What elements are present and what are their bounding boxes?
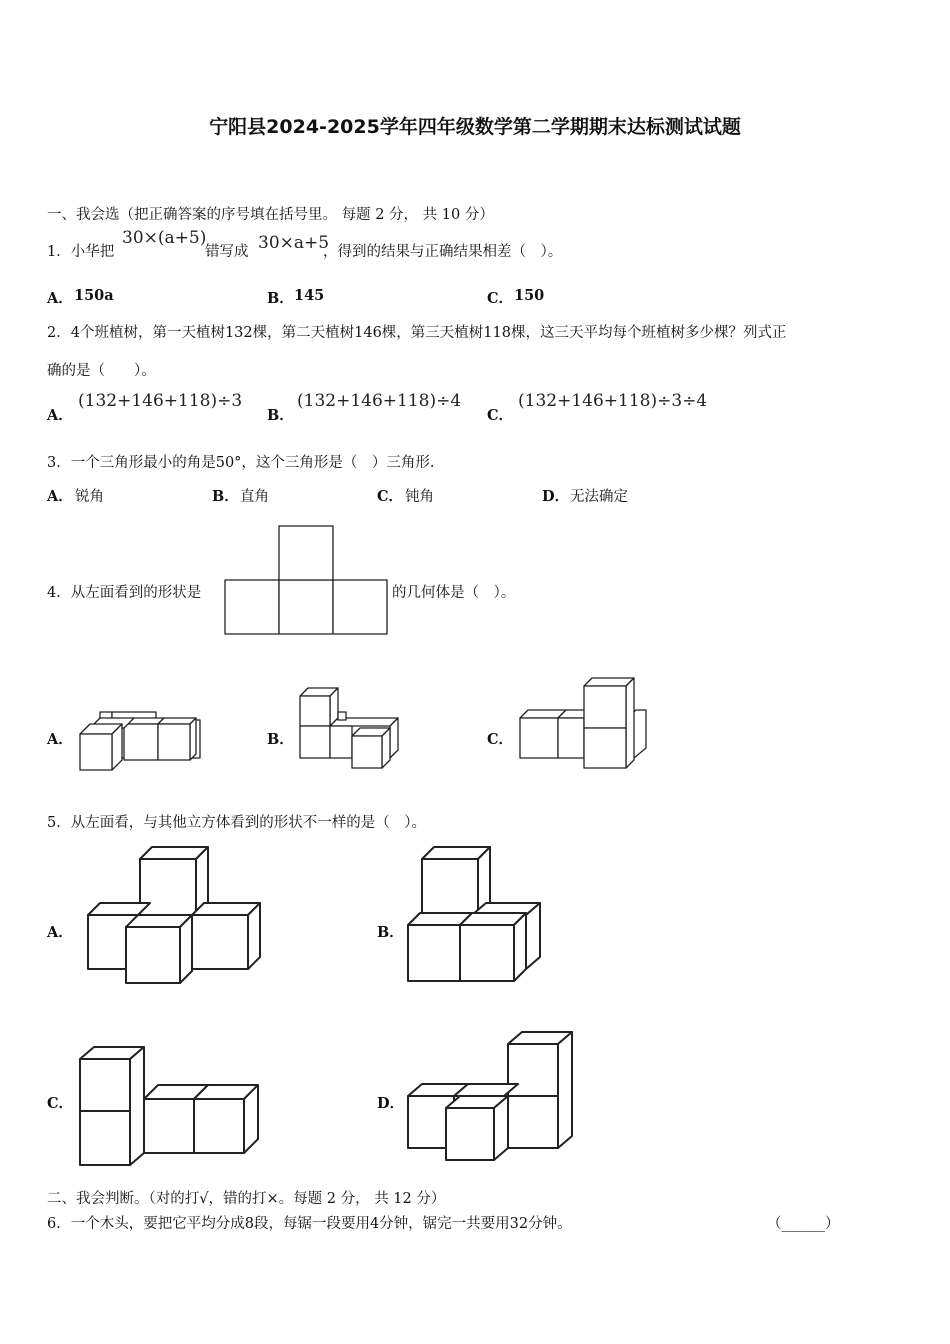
q3-option-b-label[interactable]: B．: [212, 488, 239, 505]
q6-answer-blank[interactable]: （______）: [767, 1216, 840, 1232]
q3-option-d-label[interactable]: D．: [542, 488, 570, 505]
q3-option-d-text: 无法确定: [570, 489, 628, 505]
q1-expression-2: 30×a+5: [258, 233, 330, 253]
q3-option-a-label[interactable]: A．: [47, 488, 73, 505]
q2-line-1: 2．4个班植树，第一天植树132棵，第二天植树146棵，第三天植树118棵，这三天平均每个班植树多少棵？列式正: [47, 325, 787, 341]
q3-option-c-text: 钝角: [405, 489, 434, 505]
q1-option-a-text: 150a: [74, 287, 114, 304]
q6-text: 6．一个木头，要把它平均分成8段，每锯一段要用4分钟，锯完一共要用32分钟。: [47, 1216, 572, 1232]
q1-option-b-text: 145: [294, 287, 325, 304]
section-2-heading: 二、我会判断。（对的打√，错的打×。每题 2 分， 共 12 分）: [47, 1191, 446, 1207]
q5-option-b-figure: [406, 845, 544, 983]
q4-option-a-label[interactable]: A．: [47, 731, 73, 748]
q4-suffix: 的几何体是（ ）。: [392, 585, 516, 601]
q5-option-a-label[interactable]: A．: [47, 924, 73, 941]
q4-option-b-figure: [298, 686, 404, 770]
q3-option-b-text: 直角: [240, 489, 269, 505]
q2-line-2: 确的是（ ）。: [47, 363, 156, 379]
q2-option-c-text: (132+146+118)÷3÷4: [518, 391, 708, 411]
q5-option-b-label[interactable]: B．: [377, 924, 404, 941]
q2-option-a-text: (132+146+118)÷3: [78, 391, 243, 411]
q4-option-c-figure: [518, 676, 650, 770]
page-title: 宁阳县2024-2025学年四年级数学第二学期期末达标测试试题: [209, 116, 741, 138]
q4-option-a-figure: [78, 708, 200, 772]
q2-option-b-label[interactable]: B．: [267, 407, 294, 424]
q3-option-c-label[interactable]: C．: [377, 488, 404, 505]
q5-option-a-figure: [86, 845, 264, 985]
q1-option-c-text: 150: [514, 287, 545, 304]
q3-option-a-text: 锐角: [75, 489, 104, 505]
q1-middle: 错写成: [205, 244, 249, 260]
section-1-heading: 一、我会选（把正确答案的序号填在括号里。 每题 2 分， 共 10 分）: [47, 207, 494, 223]
q3-text: 3．一个三角形最小的角是50°，这个三角形是（ ）三角形.: [47, 455, 435, 471]
q2-option-b-text: (132+146+118)÷4: [297, 391, 462, 411]
q1-expression-1: 30×(a+5): [122, 228, 207, 248]
q1-option-c-label[interactable]: C．: [487, 290, 514, 307]
q2-option-a-label[interactable]: A．: [47, 407, 73, 424]
q5-option-c-figure: [78, 1045, 262, 1169]
q1-option-b-label[interactable]: B．: [267, 290, 294, 307]
q2-option-c-label[interactable]: C．: [487, 407, 514, 424]
q5-option-c-label[interactable]: C．: [47, 1095, 74, 1112]
q5-option-d-figure: [406, 1030, 576, 1166]
q5-text: 5．从左面看，与其他立方体看到的形状不一样的是（ ）。: [47, 815, 426, 831]
q4-prefix: 4．从左面看到的形状是: [47, 585, 202, 601]
q5-option-d-label[interactable]: D．: [377, 1095, 405, 1112]
q1-prefix: 1．小华把: [47, 244, 115, 260]
q1-option-a-label[interactable]: A．: [47, 290, 73, 307]
q4-option-c-label[interactable]: C．: [487, 731, 514, 748]
q4-option-b-label[interactable]: B．: [267, 731, 294, 748]
q4-left-view-figure: [224, 525, 388, 635]
q1-suffix: ，得到的结果与正确结果相差（ ）。: [323, 244, 563, 260]
